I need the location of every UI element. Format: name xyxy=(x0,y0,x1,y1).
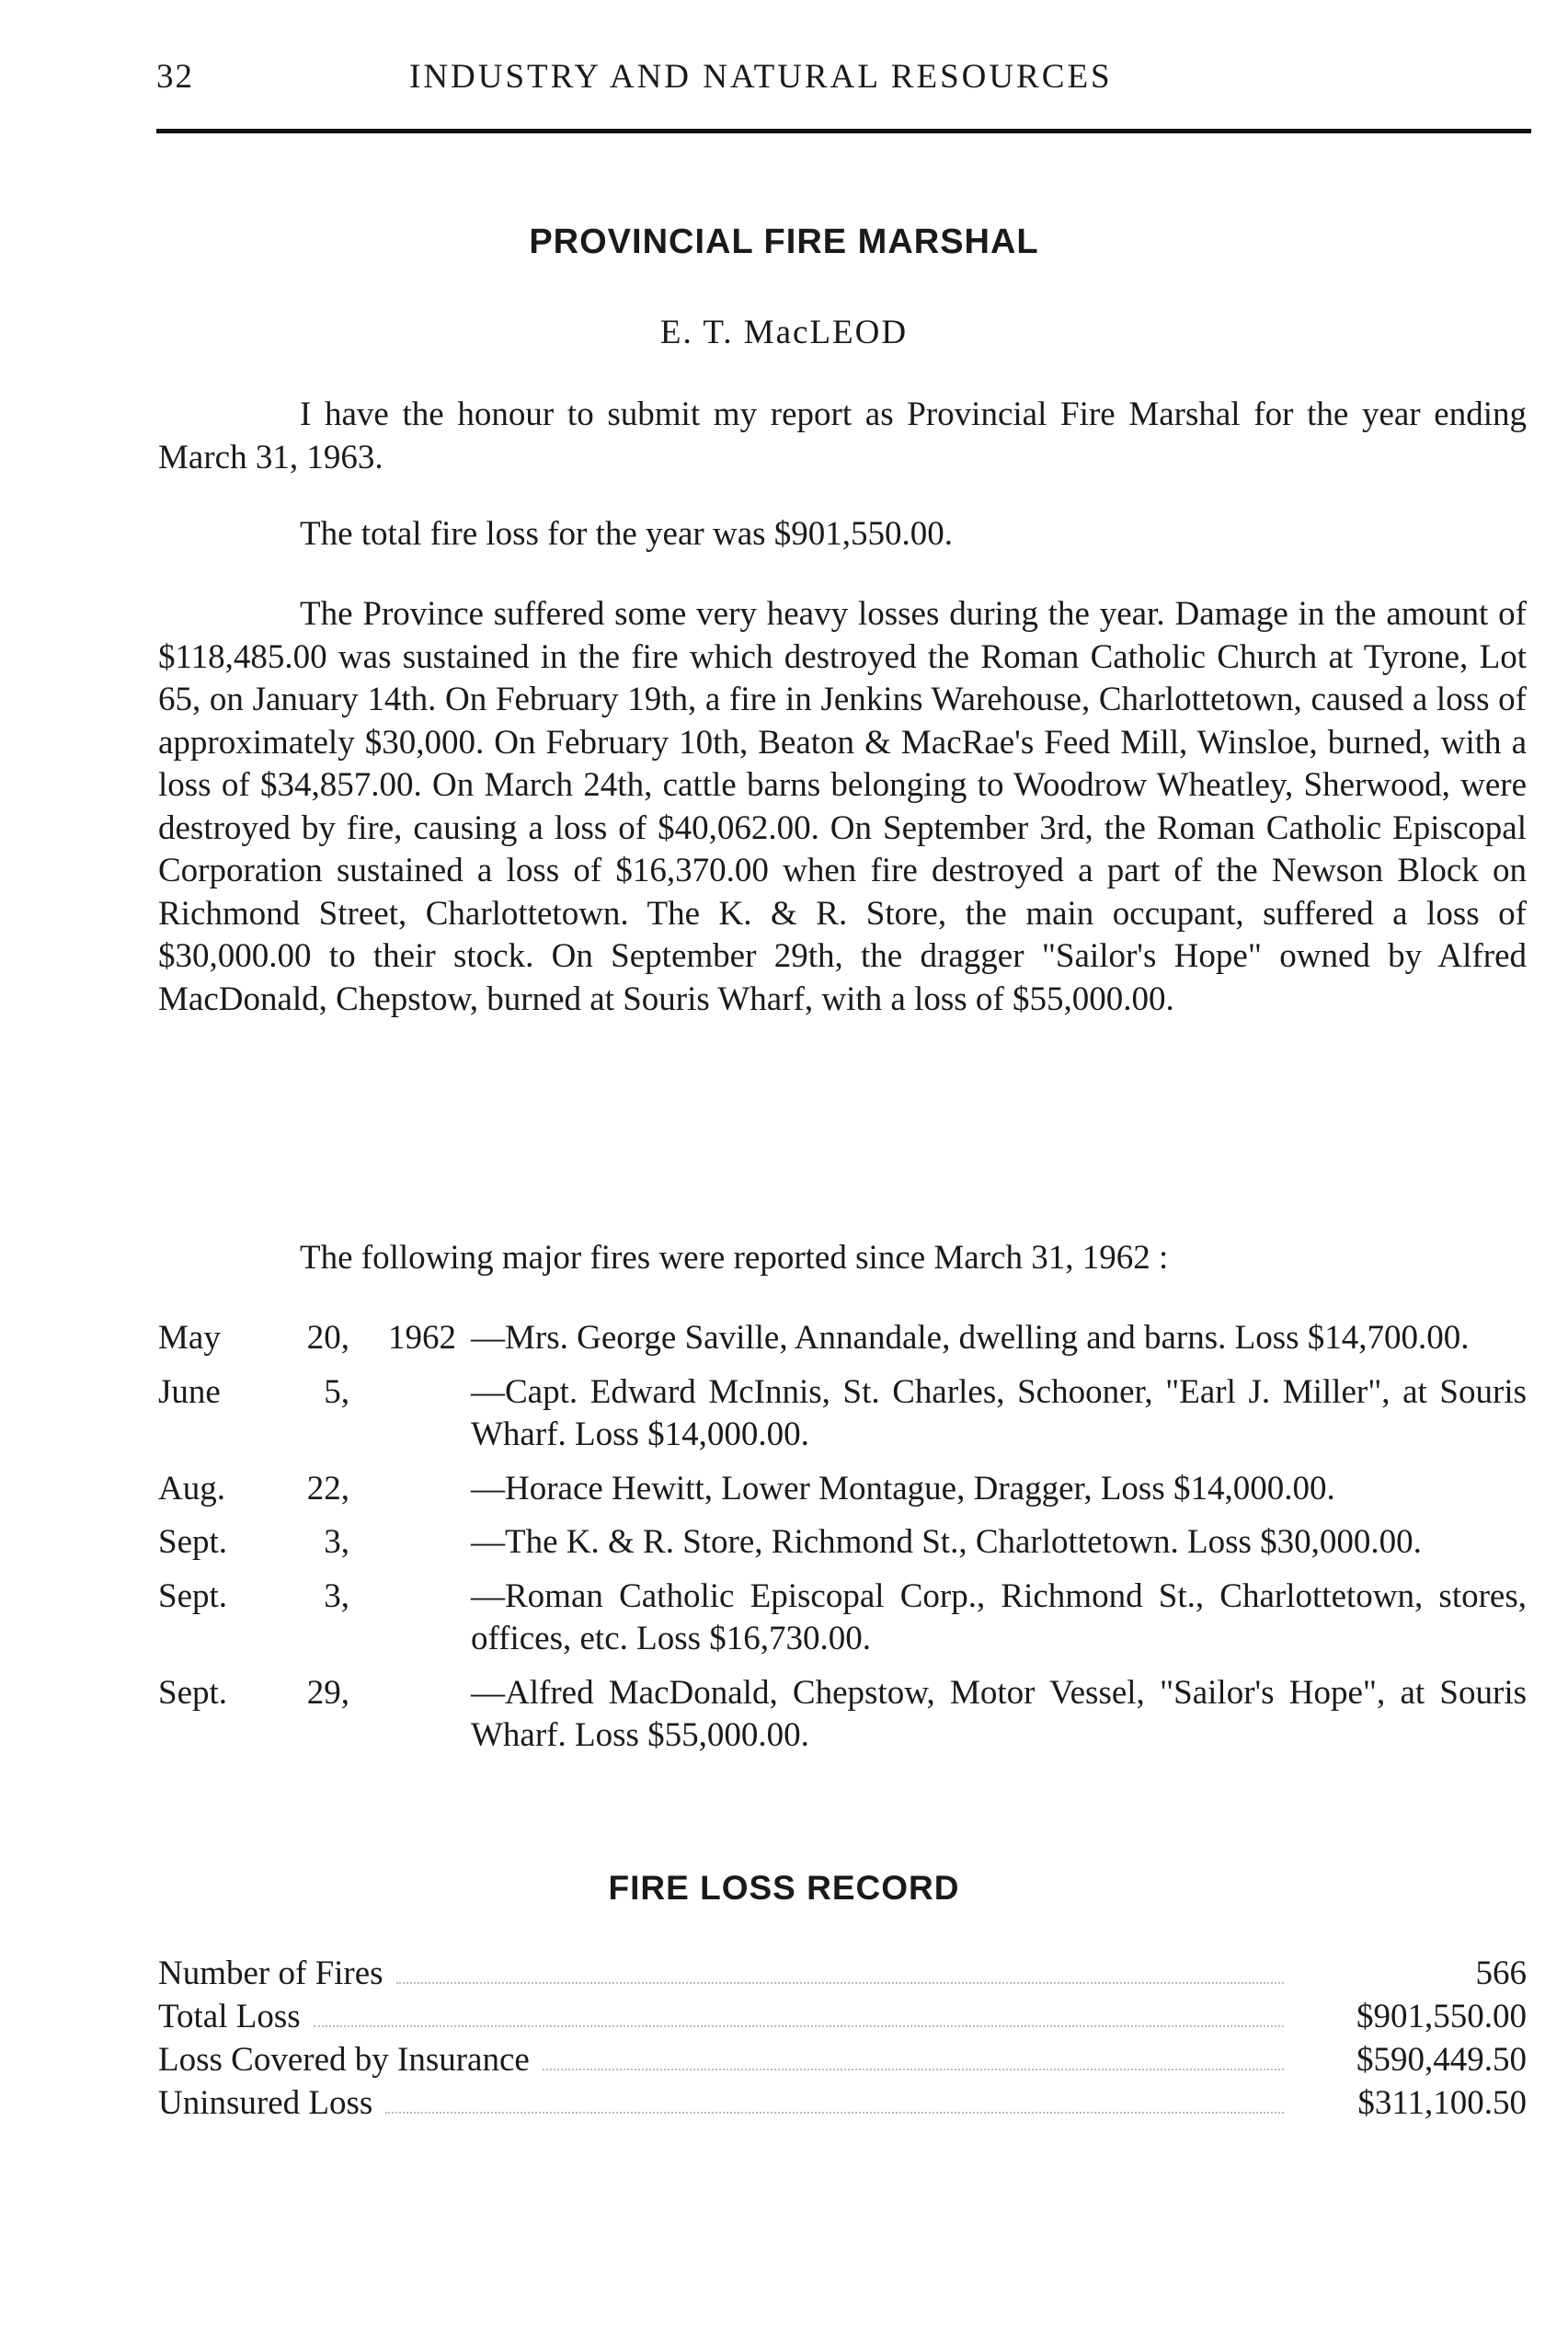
fire-month: May xyxy=(158,1319,221,1357)
fire-year: 1962 xyxy=(388,1319,456,1357)
record-row xyxy=(158,2081,1527,2125)
fire-loss-record-title: FIRE LOSS RECORD xyxy=(608,1869,960,1907)
total-loss-paragraph: The total fire loss for the year was $901,550.00. xyxy=(300,515,954,553)
fire-entry xyxy=(158,1317,1527,1360)
record-label: Number of Fires xyxy=(158,1955,383,1992)
dot-leader xyxy=(385,2112,1284,2114)
fire-description: —Horace Hewitt, Lower Montague, Dragger, Loss $14,000.00. xyxy=(471,1469,1335,1507)
fire-description: —Roman Catholic Episcopal Corp., Richmond St., Charlottetown, stores, offices, etc. Loss $16,730.00. xyxy=(471,1576,1527,1657)
running-header xyxy=(156,57,1531,105)
page-number: 32 xyxy=(156,58,194,96)
fire-description: —The K. & R. Store, Richmond St., Charlottetown. Loss $30,000.00. xyxy=(471,1523,1422,1561)
fire-description: —Capt. Edward McInnis, St. Charles, Schooner, "Earl J. Miller", at Souris Wharf. Loss $14,000.00. xyxy=(471,1372,1527,1453)
fire-entry xyxy=(158,1672,1527,1758)
running-title: INDUSTRY AND NATURAL RESOURCES xyxy=(409,58,1113,96)
fire-entry xyxy=(158,1521,1527,1565)
fire-day: 3, xyxy=(324,1523,349,1561)
header-rule xyxy=(156,129,1531,133)
record-value: $901,550.00 xyxy=(1356,1998,1527,2035)
fire-month: Sept. xyxy=(158,1576,228,1615)
fire-loss-record-table xyxy=(158,1952,1527,2125)
record-row xyxy=(158,1995,1527,2038)
record-value: $311,100.50 xyxy=(1357,2084,1527,2122)
fire-description: —Mrs. George Saville, Annandale, dwelling and barns. Loss $14,700.00. xyxy=(471,1319,1470,1357)
record-value: $590,449.50 xyxy=(1356,2041,1527,2079)
record-row xyxy=(158,1952,1527,1995)
fire-entry xyxy=(158,1576,1527,1661)
fire-description: —Alfred MacDonald, Chepstow, Motor Vessel, "Sailor's Hope", at Souris Wharf. Loss $55,000.00. xyxy=(471,1673,1527,1754)
losses-paragraph: The Province suffered some very heavy losses during the year. Damage in the amount of $118,485.00 was sustained in the fire which destroyed the Roman Catholic Church at Tyrone, Lot 65, on January 14th. On February 19th, a fire in Jenkins Warehouse, Charlottetown, caused a loss of approximately $30,000. On February 10th, Beaton & MacRae's Feed Mill, Winsloe, burned, with a loss of $34,857.00. On March 24th, cattle barns belonging to Woodrow Wheatley, Sherwood, were destroyed by fire, causing a loss of $40,062.00. On September 3rd, the Roman Catholic Episcopal Corporation sustained a loss of $16,370.00 when fire destroyed a part of the Newson Block on Richmond Street, Charlottetown. The K. & R. Store, the main occupant, suffered a loss of $30,000.00 to their stock. On September 29th, the dragger "Sailor's Hope" owned by Alfred MacDonald, Chepstow, burned at Souris Wharf, with a loss of $55,000.00. xyxy=(158,595,1527,1018)
fire-month: Sept. xyxy=(158,1523,228,1561)
record-label: Total Loss xyxy=(158,1998,301,2035)
fire-entry xyxy=(158,1371,1527,1457)
record-label: Uninsured Loss xyxy=(158,2084,373,2122)
record-row xyxy=(158,2038,1527,2081)
record-label: Loss Covered by Insurance xyxy=(158,2041,530,2079)
fire-day: 20, xyxy=(306,1319,349,1357)
fire-month: Sept. xyxy=(158,1673,228,1712)
fire-month: Aug. xyxy=(158,1469,225,1507)
fire-month: June xyxy=(158,1372,221,1411)
major-fires-intro: The following major fires were reported since March 31, 1962 : xyxy=(300,1239,1169,1277)
major-fires-list xyxy=(158,1317,1527,1769)
fire-day: 3, xyxy=(324,1576,349,1615)
dot-leader xyxy=(543,2069,1284,2070)
fire-day: 22, xyxy=(306,1469,349,1507)
fire-day: 5, xyxy=(324,1372,349,1411)
fire-day: 29, xyxy=(306,1673,349,1712)
section-title: PROVINCIAL FIRE MARSHAL xyxy=(529,223,1039,261)
record-value: 566 xyxy=(1475,1955,1527,1992)
dot-leader xyxy=(396,1982,1284,1984)
author-name: E. T. MacLEOD xyxy=(659,314,909,351)
fire-entry xyxy=(158,1468,1527,1511)
intro-paragraph: I have the honour to submit my report as Provincial Fire Marshal for the year ending March 31, 1963. xyxy=(158,395,1527,476)
dot-leader xyxy=(314,2025,1284,2027)
